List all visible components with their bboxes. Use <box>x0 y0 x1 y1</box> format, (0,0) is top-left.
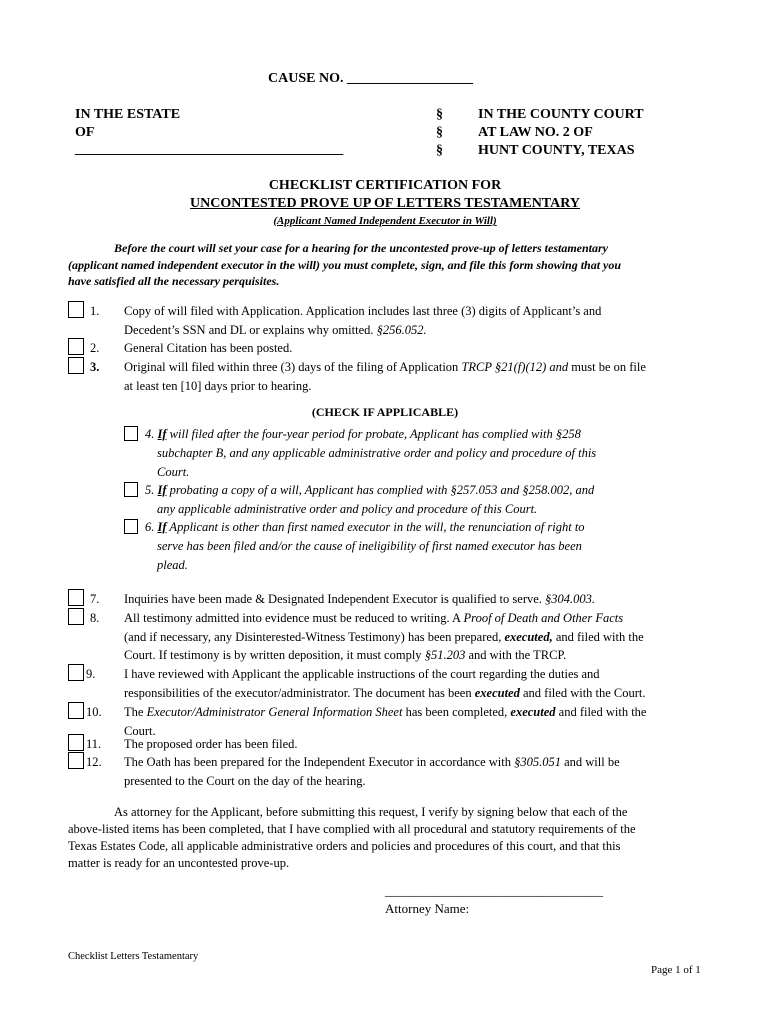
item-8-line2: (and if necessary, any Disinterested-Witness Testimony) has been prepared, executed, and filed with the <box>124 629 644 644</box>
item-4-line3: Court. <box>157 465 190 479</box>
intro-line2: (applicant named independent executor in the will) you must complete, sign, and file this form showing that you <box>68 258 622 272</box>
item-5-line1: 5. If probating a copy of a will, Applicant has complied with §257.053 and §258.002, and <box>145 483 595 497</box>
item-10-number: 10. <box>86 705 102 719</box>
section-mark-2: § <box>436 125 443 140</box>
item-9-line1: I have reviewed with Applicant the applicable instructions of the court regarding the duties and <box>124 667 600 681</box>
title-line1: CHECKLIST CERTIFICATION FOR <box>268 178 502 193</box>
checkbox-item-5[interactable] <box>124 482 138 497</box>
item-1-line2: Decedent’s SSN and DL or explains why omitted. §256.052. <box>124 322 427 337</box>
item-12-line1: The Oath has been prepared for the Independent Executor in accordance with §305.051 and will be <box>124 755 620 769</box>
item-6-line3: plead. <box>157 558 188 572</box>
item-2-text: General Citation has been posted. <box>124 341 293 355</box>
checkbox-item-1[interactable] <box>68 301 84 318</box>
item-5-text <box>145 481 650 519</box>
item-3-text <box>124 358 702 395</box>
check-if-applicable-heading: (CHECK IF APPLICABLE) <box>311 405 459 419</box>
item-8-line3: Court. If testimony is by written deposition, it must comply §51.203 and with the TRCP. <box>124 648 567 662</box>
estate-line2: OF <box>75 125 95 140</box>
checkbox-item-7[interactable] <box>68 589 84 606</box>
cause-number: CAUSE NO. __________________ <box>268 71 473 86</box>
court-line3: HUNT COUNTY, TEXAS <box>478 143 635 158</box>
checkbox-item-3[interactable] <box>68 357 84 374</box>
item-12-line2: presented to the Court on the day of the hearing. <box>124 773 366 788</box>
court-line1: IN THE COUNTY COURT <box>478 107 644 122</box>
title-line3: (Applicant Named Independent Executor in Will) <box>273 215 497 227</box>
certification-line2: above-listed items has been completed, that I have complied with all procedural and statutory requirements of the <box>68 822 636 836</box>
checkbox-item-11[interactable] <box>68 734 84 751</box>
estate-line1: IN THE ESTATE <box>75 107 181 122</box>
checkbox-item-6[interactable] <box>124 519 138 534</box>
item-8-text <box>124 609 702 665</box>
checkbox-item-12[interactable] <box>68 752 84 769</box>
certification-paragraph <box>68 804 700 872</box>
item-6-text <box>145 518 650 575</box>
item-4-line1: 4. If will filed after the four-year period for probate, Applicant has complied with §258 <box>145 427 581 441</box>
estate-name-blank: ________________________________________ <box>75 142 344 157</box>
section-mark-3: § <box>436 143 443 158</box>
checkbox-item-4[interactable] <box>124 426 138 441</box>
checkbox-item-2[interactable] <box>68 338 84 355</box>
item-9-number: 9. <box>86 667 96 681</box>
item-7-number: 7. <box>90 592 100 606</box>
item-5-line2: any applicable administrative order and policy and procedure of this Court. <box>157 502 538 516</box>
certification-line1: As attorney for the Applicant, before submitting this request, I verify by signing below that each of the <box>114 805 628 819</box>
item-4-text <box>145 425 650 482</box>
title-line2: UNCONTESTED PROVE UP OF LETTERS TESTAMENTARY <box>190 196 580 211</box>
item-1-line1: Copy of will filed with Application. Application includes last three (3) digits of Applicant’s and <box>124 304 602 318</box>
item-1-number: 1. <box>90 304 100 318</box>
signature-line[interactable]: ____________________________________ <box>385 884 603 898</box>
item-11-text: The proposed order has been filed. <box>124 737 298 751</box>
item-3-line2: at least ten [10] days prior to hearing. <box>124 378 312 393</box>
footer-title: Checklist Letters Testamentary <box>68 951 199 962</box>
item-1-text <box>124 302 702 339</box>
item-6-line2: serve has been filed and/or the cause of ineligibility of first named executor has been <box>157 539 582 553</box>
attorney-name-label: Attorney Name: <box>385 901 470 916</box>
item-6-line1: 6. If Applicant is other than first named executor in the will, the renunciation of right to <box>145 520 585 534</box>
checkbox-item-8[interactable] <box>68 608 84 625</box>
item-8-number: 8. <box>90 611 100 625</box>
item-9-text <box>124 665 702 702</box>
item-12-number: 12. <box>86 755 102 769</box>
intro-line3: have satisfied all the necessary perquisites. <box>68 274 280 288</box>
certification-line4: matter is ready for an uncontested prove-up. <box>68 856 290 870</box>
section-mark-1: § <box>436 107 443 122</box>
page-number: Page 1 of 1 <box>651 964 701 976</box>
item-11-number: 11. <box>86 737 102 751</box>
item-4-line2: subchapter B, and any applicable administrative order and policy and procedure of this <box>157 446 597 460</box>
item-10-line1: The Executor/Administrator General Information Sheet has been completed, executed and filed with the <box>124 705 647 719</box>
item-3-line1: Original will filed within three (3) days of the filing of Application TRCP §21(f)(12) and must be on file <box>124 360 646 374</box>
certification-line3: Texas Estates Code, all applicable administrative orders and policies and procedures of this court, and that this <box>68 839 621 853</box>
checkbox-item-9[interactable] <box>68 664 84 681</box>
intro-line1: Before the court will set your case for a hearing for the uncontested prove-up of letters testamentary <box>114 241 608 255</box>
item-8-line1: All testimony admitted into evidence must be reduced to writing. A Proof of Death and Other Facts <box>124 611 624 625</box>
item-9-line2: responsibilities of the executor/administrator. The document has been executed and filed with the Court. <box>124 685 646 700</box>
item-12-text <box>124 753 702 790</box>
item-10-line2: Court. <box>124 723 156 738</box>
item-2-number: 2. <box>90 341 100 355</box>
item-3-number: 3. <box>90 360 100 374</box>
checkbox-item-10[interactable] <box>68 702 84 719</box>
item-7-text: Inquiries have been made & Designated Independent Executor is qualified to serve. §304.003. <box>124 592 596 606</box>
court-line2: AT LAW NO. 2 OF <box>478 125 593 140</box>
